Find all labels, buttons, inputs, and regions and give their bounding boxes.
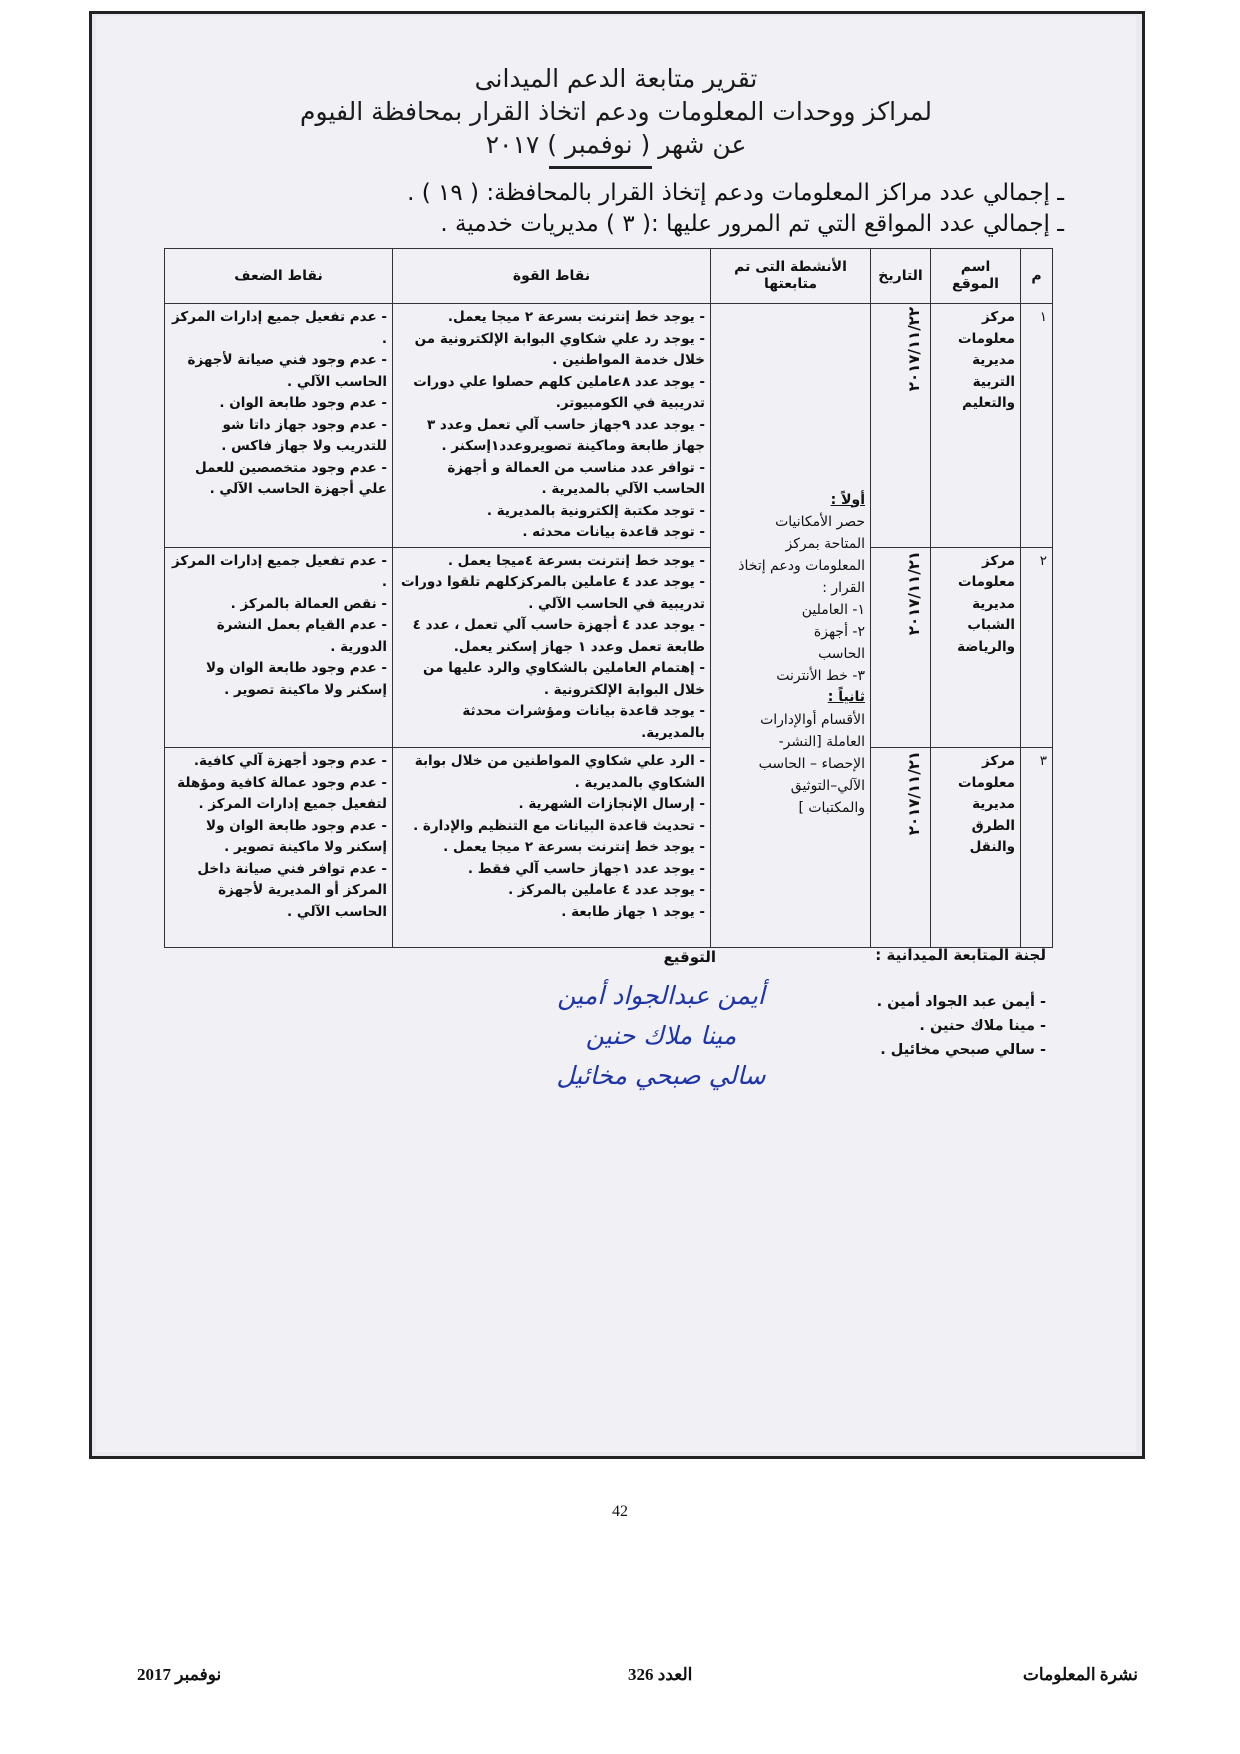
table-row [165,547,1053,748]
handwritten-signatures [546,976,776,1096]
signature-3: سالي صبحي مخائيل [556,1061,766,1090]
summary-visited-sites: ـ إجمالي عدد المواقع التي تم المرور عليها :( ٣ ) مديريات خدمية . [440,211,1064,237]
strengths-cell [393,547,711,748]
weakness-item: - عدم وجود طابعة الوان . [219,395,387,411]
footer-issue: العدد 326 [628,1665,693,1684]
header-weaknesses: نقاط الضعف [165,249,393,304]
signature-1: أيمن عبدالجواد أمين [557,981,765,1010]
signature-2: مينا ملاك حنين [585,1021,737,1050]
activities-line: الحاسب [818,646,865,662]
strength-item: - يوجد رد علي شكاوي البوابة الإلكترونية من خلال خدمة المواطنين . [414,330,705,368]
weakness-item: - عدم وجود طابعة الوان ولا إسكنر ولا ماكينة تصوير . [206,660,387,698]
table-header-row [165,249,1053,304]
page-footer [0,1665,1240,1695]
activities-first-heading: أولاً : [830,491,865,508]
row-site: مركز معلومات مديرية الطرق والنقل [931,748,1021,948]
report-summary [407,178,1064,240]
activities-line: المتاحة بمركز [785,536,865,552]
weakness-item: - عدم وجود فني صيانة لأجهزة الحاسب الآلي . [187,352,387,390]
strength-item: - إهتمام العاملين بالشكاوي والرد عليها من خلال البوابة الإلكترونية . [422,660,705,698]
title-underline [549,166,652,169]
row-date [871,547,931,748]
strength-item: - يوجد عدد ٤ أجهزة حاسب آلي تعمل ، عدد ٤ طابعة تعمل وعدد ١ جهاز إسكنر يعمل. [412,617,705,655]
report-title [96,62,1136,161]
page-number: 42 [612,1503,628,1520]
row-num: ٢ [1021,547,1053,748]
row-num: ١ [1021,304,1053,548]
activities-line: الأقسام أوالإدارات [760,711,865,728]
activities-line: المعلومات ودعم إتخاذ [738,558,865,574]
activities-line: والمكتبات ] [798,799,865,816]
weakness-item: - عدم وجود طابعة الوان ولا إسكنر ولا ماكينة تصوير . [206,817,387,855]
header-date: التاريخ [871,249,931,304]
activities-line: ٣- خط الأنترنت [776,668,865,684]
activities-line: حصر الأمكانيات [775,514,865,530]
strength-item: - يوجد ١ جهاز طابعة . [561,903,705,920]
strength-item: - تحديث قاعدة البيانات مع التنظيم والإدارة . [413,817,705,834]
strength-item: - يوجد عدد ٩جهاز حاسب آلي تعمل وعدد ٣ جهاز طابعة وماكينة تصويروعدد١إسكنر . [426,416,705,454]
strength-item: - توافر عدد مناسب من العمالة و أجهزة الحاسب الآلي بالمديرية . [447,459,705,497]
strength-item: - يوجد عدد ١جهاز حاسب آلي فقط . [467,860,705,877]
row-site: مركز معلومات مديرية الشباب والرياضة [931,547,1021,748]
weakness-item: - عدم تفعيل جميع إدارات المركز . [171,309,387,347]
weakness-item: - عدم القيام بعمل النشرة الدورية . [216,617,387,655]
activities-line: العاملة [النشر- [778,733,865,750]
weakness-item: - عدم وجود جهاز داتا شو للتدريب ولا جهاز فاكس . [221,416,387,454]
date-text: ٢٠١٧/١١/٢١ [904,751,923,836]
strength-item: - الرد علي شكاوي المواطنين من خلال بوابة الشكاوي بالمديرية . [414,753,705,791]
header-site: اسم الموقع [931,249,1021,304]
weakness-item: - عدم وجود أجهزة آلي كافية. [193,753,387,769]
strength-item: - يوجد قاعدة بيانات ومؤشرات محدثة بالمديرية. [462,703,705,741]
strength-item: - توجد مكتبة إلكترونية بالمديرية . [486,502,705,519]
strength-item: - يوجد عدد ٤ عاملين بالمركز . [508,882,705,898]
activities-line: ١- العاملين [801,602,865,618]
weaknesses-cell [165,304,393,548]
row-num: ٣ [1021,748,1053,948]
title-line-3: عن شهر ( نوفمبر ) ٢٠١٧ [485,130,747,159]
committee-title: لجنة المتابعة الميدانية : [875,946,1046,964]
row-date [871,748,931,948]
title-line-2: لمراكز ووحدات المعلومات ودعم اتخاذ القرار بمحافظة الفيوم [300,97,932,126]
activities-line: الإحصاء – الحاسب [758,755,865,772]
footer-publication: نشرة المعلومات [1022,1665,1138,1684]
date-text: ٢٠١٧/١١/٢٢ [904,307,923,392]
footer-date: نوفمبر 2017 [137,1665,222,1684]
followup-table [164,248,1053,948]
date-text: ٢٠١٧/١١/٢١ [904,550,923,635]
scanned-page [89,11,1145,1459]
weakness-item: - عدم تفعيل جميع إدارات المركز . [171,552,387,590]
strength-item: - توجد قاعدة بيانات محدثه . [522,524,705,540]
strengths-cell [393,748,711,948]
activities-line: الآلي–التوثيق [790,777,865,794]
activities-line: ٢- أجهزة [813,624,865,640]
activities-line: القرار : [822,580,865,596]
strength-item: - إرسال الإنجازات الشهرية . [518,796,705,812]
strength-item: - يوجد عدد ٤ عاملين بالمركزكلهم تلقوا دورات تدريبية في الحاسب الآلي . [400,574,705,612]
weaknesses-cell [165,748,393,948]
weaknesses-cell [165,547,393,748]
weakness-item: - عدم وجود متخصصين للعمل علي أجهزة الحاسب الآلي . [195,459,387,497]
weakness-item: - نقص العمالة بالمركز . [230,595,387,612]
row-site: مركز معلومات مديرية التربية والتعليم [931,304,1021,548]
weakness-item: - عدم وجود عمالة كافية ومؤهلة لتفعيل جميع إدارات المركز . [177,774,387,812]
table-row [165,304,1053,548]
committee-member: - مينا ملاك حنين . [919,1018,1046,1034]
summary-total-centers: ـ إجمالي عدد مراكز المعلومات ودعم إتخاذ القرار بالمحافظة: ( ١٩ ) . [407,180,1064,206]
weakness-item: - عدم توافر فني صيانة داخل المركز أو المديرية لأجهزة الحاسب الآلي . [197,860,387,920]
strength-item: - يوجد خط إنترنت بسرعة ٤ميجا يعمل . [447,552,705,569]
header-num: م [1021,249,1053,304]
strength-item: - يوجد خط إنترنت بسرعة ٢ ميجا يعمل . [443,839,705,855]
committee-member: - سالي صبحي مخائيل . [880,1042,1046,1058]
activities-second-heading: ثانياً : [827,689,865,705]
header-strengths: نقاط القوة [393,249,711,304]
committee-member: - أيمن عبد الجواد أمين . [876,994,1046,1010]
header-activities: الأنشطة التى تم متابعتها [711,249,871,304]
report-sheet [96,16,1136,1452]
title-line-1: تقرير متابعة الدعم الميدانى [474,64,758,93]
row-date [871,304,931,548]
table-row [165,748,1053,948]
strength-item: - يوجد خط إنترنت بسرعة ٢ ميجا يعمل. [447,309,705,325]
activities-cell [711,304,871,948]
committee-members [877,990,1046,1062]
strength-item: - يوجد عدد ٨عاملين كلهم حصلوا علي دورات تدريبية في الكومبيوتر. [413,373,705,411]
signature-title: التوقيع [663,948,716,966]
strengths-cell [393,304,711,548]
